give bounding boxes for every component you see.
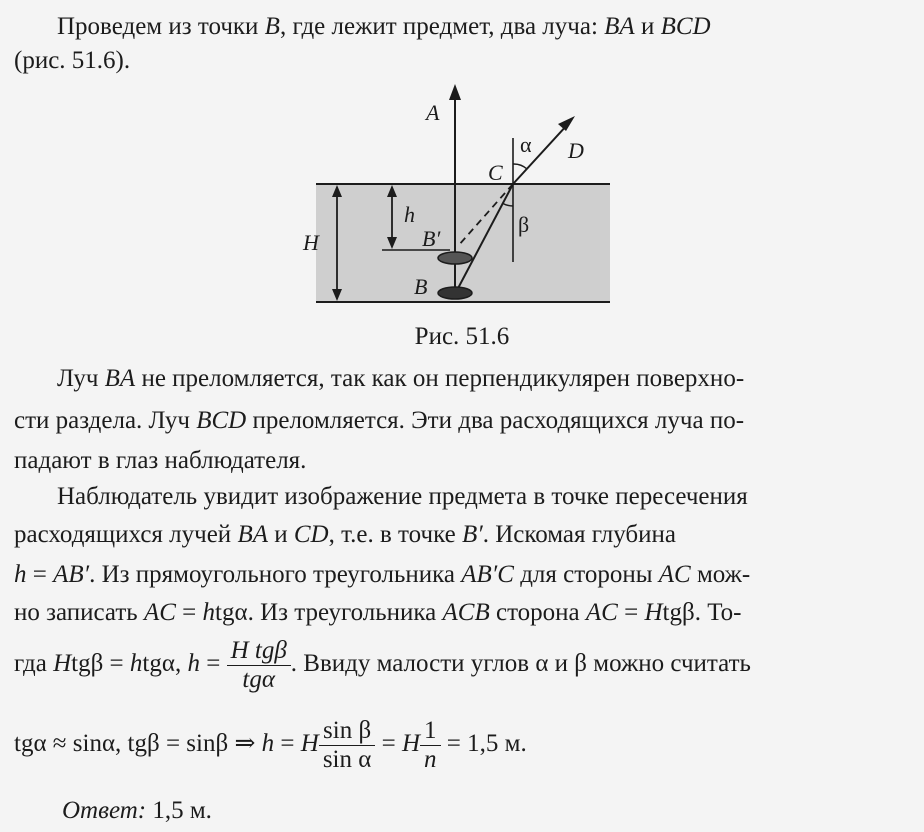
- text-span: AC: [143, 599, 176, 626]
- text-line: [14, 598, 741, 628]
- text-span: B: [264, 13, 280, 40]
- label-b-prime: B′: [422, 226, 441, 251]
- text-span: Наблюдатель увидит изображение предмета в точке пересечения: [57, 483, 748, 510]
- label-beta: β: [518, 212, 530, 237]
- text-span: =: [375, 730, 402, 757]
- text-span: =: [617, 599, 645, 626]
- text-span: h: [129, 650, 143, 677]
- text-span: = 1,5 м.: [440, 730, 527, 757]
- water-region: [316, 184, 610, 302]
- fraction-denominator: n: [424, 745, 437, 773]
- text-span: сти раздела. Луч: [14, 407, 197, 434]
- text-span: преломляется. Эти два расходящихся луча по-: [246, 407, 745, 434]
- text-span: AC: [585, 599, 618, 626]
- figure-caption: [0, 322, 924, 352]
- text-span: не преломляется, так как он перпендикулярен поверхно-: [135, 365, 745, 392]
- fraction-numerator: H tgβ: [227, 637, 291, 666]
- arrow-a-icon: [449, 84, 461, 100]
- text-span: BCD: [660, 13, 711, 40]
- image-object: [438, 252, 472, 264]
- fraction: [319, 717, 376, 774]
- fraction-denominator: sin α: [322, 745, 372, 773]
- text-line: [14, 560, 750, 590]
- text-span: . Искомая глубина: [482, 521, 676, 548]
- text-span: мож-: [690, 561, 751, 588]
- caption-text: Рис. 51.6: [414, 323, 510, 350]
- text-span: (рис. 51.6).: [14, 47, 131, 74]
- text-span: AB′C: [461, 561, 514, 588]
- text-line: [14, 46, 130, 76]
- text-span: AC: [658, 561, 691, 588]
- text-span: . Ввиду малости углов α и β можно считать: [290, 650, 751, 677]
- text-line: [14, 446, 306, 476]
- text-line: [14, 406, 744, 436]
- text-span: . Из прямоугольного треугольника: [89, 561, 462, 588]
- object-b: [438, 287, 472, 299]
- text-span: расходящихся лучей: [14, 521, 238, 548]
- answer-label: Ответ:: [62, 797, 147, 824]
- text-span: гда: [14, 650, 54, 677]
- text-span: сторона: [489, 599, 586, 626]
- text-span: =: [26, 561, 54, 588]
- text-span: h: [14, 561, 27, 588]
- fraction-numerator: 1: [420, 717, 441, 746]
- text-span: H: [300, 730, 319, 757]
- text-span: Луч: [57, 365, 105, 392]
- text-span: и: [634, 13, 661, 40]
- label-d: D: [568, 138, 584, 163]
- text-span: H: [644, 599, 663, 626]
- text-line: [14, 520, 676, 550]
- label-alpha: α: [520, 132, 532, 157]
- text-span: BCD: [196, 407, 247, 434]
- label-a: A: [426, 100, 440, 125]
- fraction-denominator: tgα: [242, 665, 275, 693]
- text-line: [57, 12, 711, 42]
- fraction: [420, 717, 441, 774]
- text-span: =: [274, 730, 301, 757]
- text-span: =: [199, 650, 227, 677]
- formula-line: [14, 714, 527, 774]
- text-span: B′: [461, 521, 483, 548]
- alpha-arc: [513, 164, 527, 169]
- fraction-numerator: sin β: [319, 717, 376, 746]
- text-span: , где лежит предмет, два луча:: [279, 13, 605, 40]
- text-span: BA: [604, 13, 635, 40]
- text-span: h: [261, 730, 275, 757]
- figure-51-6: [300, 80, 620, 320]
- text-line: [57, 482, 748, 512]
- label-c: C: [488, 160, 503, 185]
- text-span: CD: [293, 521, 329, 548]
- text-span: BA: [104, 365, 136, 392]
- text-span: для стороны: [513, 561, 659, 588]
- text-span: ACB: [442, 599, 490, 626]
- text-span: tgα,: [142, 650, 188, 677]
- text-span: но записать: [14, 599, 144, 626]
- text-span: Проведем из точки: [57, 13, 265, 40]
- text-span: tgβ. То-: [662, 599, 742, 626]
- text-span: =: [175, 599, 203, 626]
- text-span: tgβ =: [71, 650, 130, 677]
- fraction: [227, 637, 291, 694]
- text-span: , т.е. в точке: [328, 521, 462, 548]
- text-span: h: [187, 650, 200, 677]
- text-span: tgα. Из треугольника: [215, 599, 443, 626]
- label-H: H: [303, 230, 319, 255]
- answer-value: 1,5 м.: [146, 797, 212, 824]
- text-span: BA: [237, 521, 268, 548]
- label-b: B: [414, 274, 428, 299]
- label-h: h: [404, 202, 415, 227]
- arrow-d-icon: [558, 116, 575, 131]
- formula-line: [14, 634, 751, 694]
- text-span: H: [53, 650, 72, 677]
- text-span: h: [202, 599, 216, 626]
- text-span: H: [401, 730, 421, 757]
- text-line: [57, 364, 744, 394]
- text-span: tgα ≈ sinα, tgβ = sinβ ⇒: [14, 730, 262, 757]
- text-span: и: [267, 521, 294, 548]
- answer-line: [62, 796, 212, 826]
- text-span: падают в глаз наблюдателя.: [14, 447, 307, 474]
- text-span: AB′: [53, 561, 90, 588]
